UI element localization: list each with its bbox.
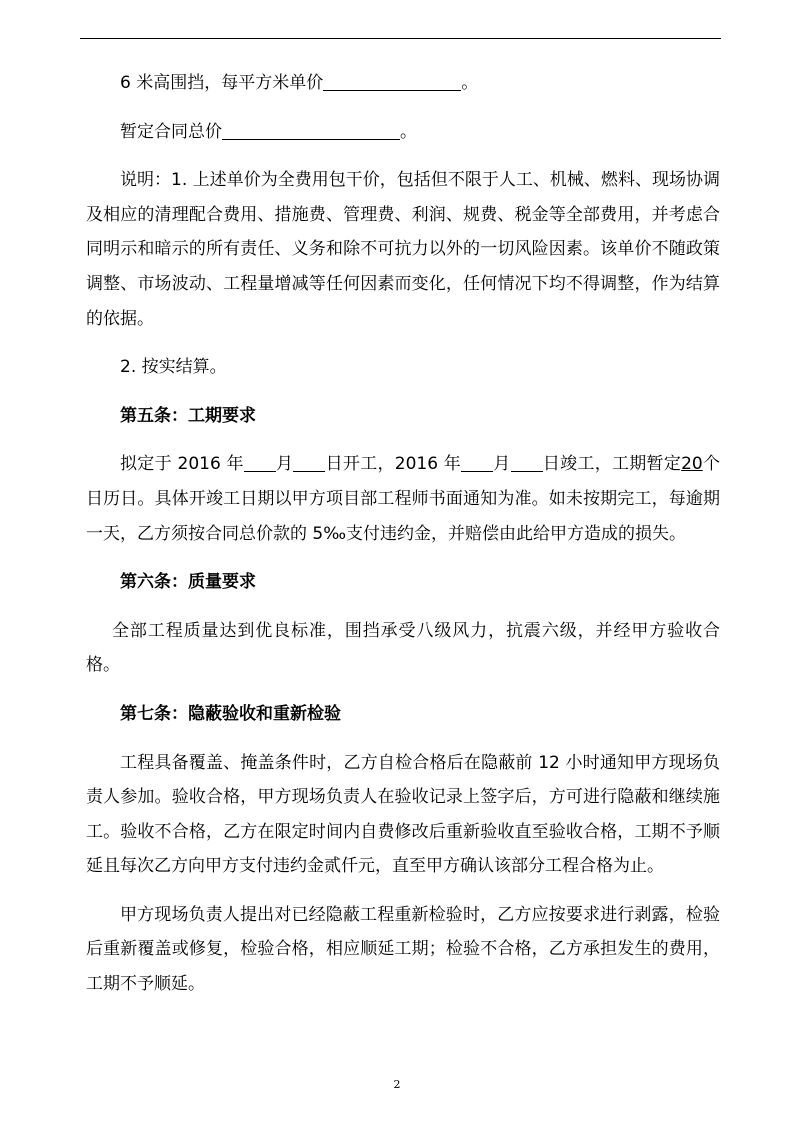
end-month-blank (461, 453, 493, 472)
price-note-2: 2. 按实结算。 (120, 357, 227, 378)
start-day-blank (293, 453, 325, 472)
article-7-paragraph-1: 工程具备覆盖、掩盖条件时，乙方自检合格后在隐蔽前 12 小时通知甲方现场负责人参加。验收合格，甲方现场负责人在验收记录上签字后，方可进行隐蔽和继续施工。验收不合格，乙方在限定时间内自费修改后重新验收直至验收合格，工期不予顺延且每次乙方向甲方支付违约金贰仟元，直至甲方确认该部分工程合格为止。 (86, 752, 720, 877)
duration-text: 日竣工，工期暂定 (542, 454, 682, 475)
article-5-body (86, 447, 720, 551)
page-number: 2 (393, 1078, 401, 1091)
article-7-paragraph-2: 甲方现场负责人提出对已经隐蔽工程重新检验时，乙方应按要求进行剥露，检验后重新覆盖或修复，检验合格，相应顺延工期；检验不合格，乙方承担发生的费用，工期不予顺延。 (86, 904, 720, 995)
article-5-rest: 个日历日。具体开竣工日期以甲方项目部工程师书面通知为准。如未按期完工，每逾期一天，乙方须按合同总价款的 5‰支付违约金，并赔偿由此给甲方造成的损失。 (86, 454, 721, 544)
start-year-text: 拟定于 2016 年 (120, 454, 244, 475)
total-price-line (86, 115, 720, 150)
total-price-blank (222, 121, 400, 140)
article-7-title: 第七条：隐蔽验收和重新检验 (120, 703, 341, 724)
article-6-title: 第六条：质量要求 (120, 572, 256, 593)
total-price-end: 。 (400, 121, 417, 142)
start-month-blank (244, 453, 276, 472)
month-text-2: 月 (492, 454, 511, 475)
article-6-body: 全部工程质量达到优良标准，围挡承受八级风力，抗震六级，并经甲方验收合格。 (86, 620, 720, 676)
end-day-blank (511, 453, 543, 472)
unit-price-end: 。 (461, 73, 479, 93)
unit-price-line (86, 66, 720, 101)
header-rule (80, 38, 721, 39)
article-5-title: 第五条：工期要求 (120, 405, 256, 426)
unit-price-blank (323, 72, 461, 91)
duration-days: 20 (681, 454, 703, 475)
unit-price-label: 6 米高围挡，每平方米单价 (120, 73, 324, 93)
month-text-1: 月 (275, 454, 294, 475)
page-body (86, 66, 720, 1002)
total-price-label: 暂定合同总价 (120, 121, 222, 142)
end-year-text: 日开工，2016 年 (325, 454, 461, 475)
price-note-1: 说明：1. 上述单价为全费用包干价，包括但不限于人工、机械、燃料、现场协调及相应的清理配合费用、措施费、管理费、利润、规费、税金等全部费用，并考虑合同明示和暗示的所有责任、义务和除不可抗力以外的一切风险因素。该单价不随政策调整、市场波动、工程量增减等任何因素而变化，任何情况下均不得调整，作为结算的依据。 (86, 170, 720, 329)
